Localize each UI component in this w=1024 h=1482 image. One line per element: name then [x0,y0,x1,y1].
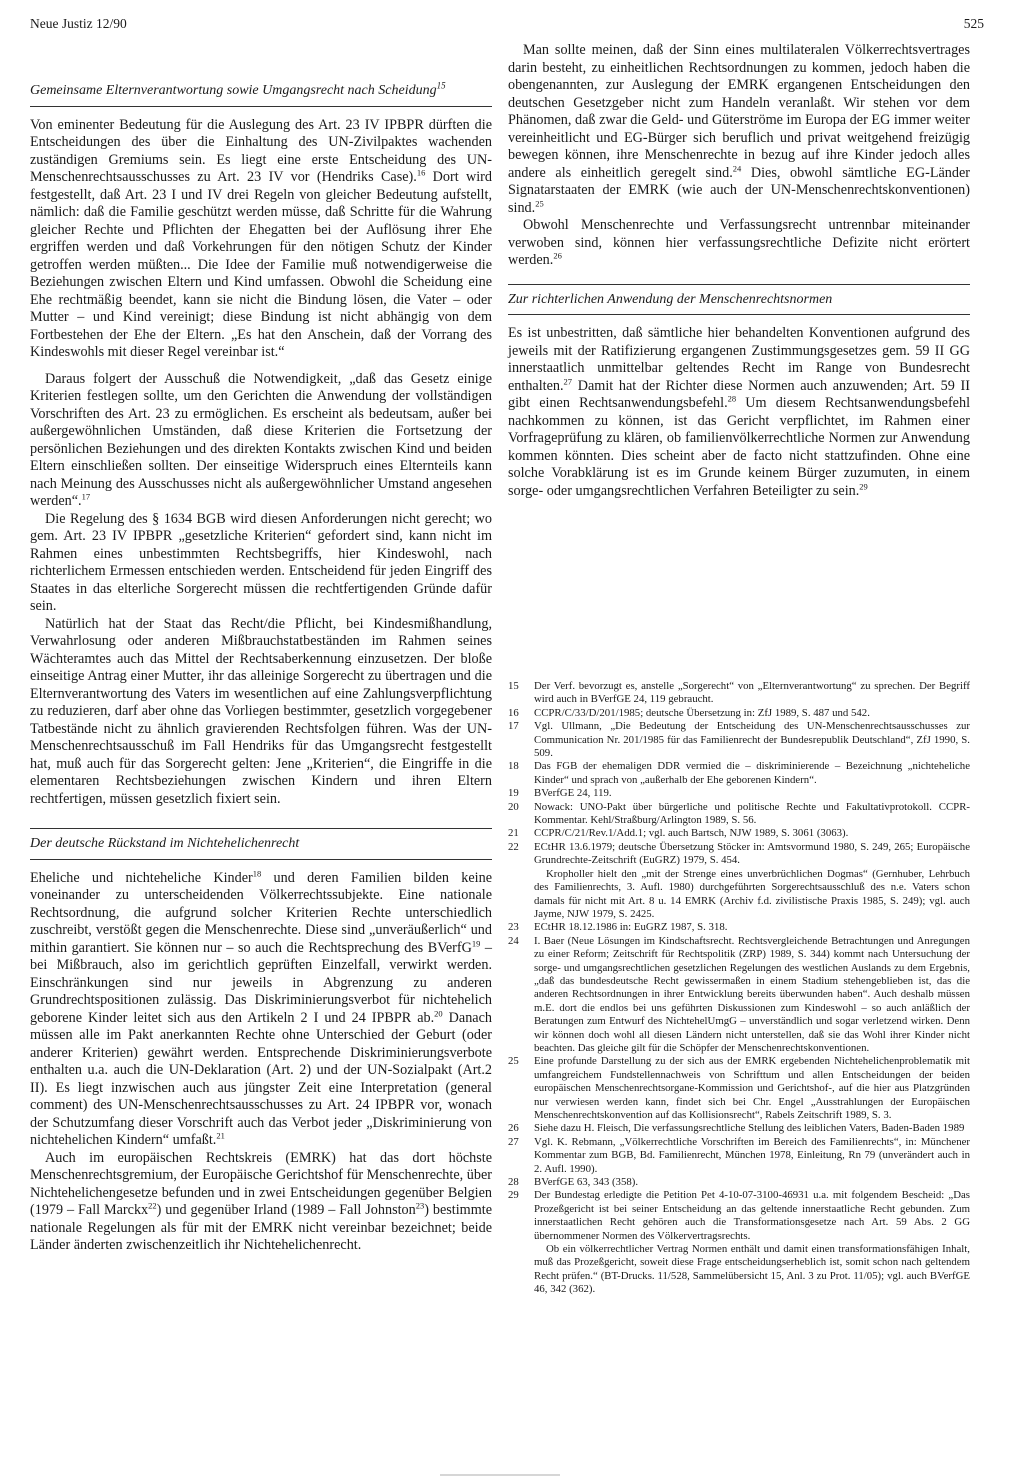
page-number: 525 [963,16,984,31]
paragraph: Eheliche und nichteheliche Kinder$^{18}$ und deren Familien bilden keine voneinander zu unterscheidenden Völkerrechtssubjekte. Eine nationale Rechtsordnung, die aufgrund solcher Kriterien Rechte unterschiedlich zuschreibt, verstößt gegen die Menschenrechte. Diese sind „unveräußerlich“ und mithin garantiert. Sie können nur – so auch die Rechtsprechung des BVerfG$^{19}$ – bei Mißbrauch, also im gerichtlich geprüften Einzelfall, verwirkt werden. Einschränkungen sind nur jeweils in Abgrenzung zu anderen Grundrechtspositionen zulässig. Das Diskriminierungsverbot für nichtehelich geborene Kinder leitet sich aus den Artikeln 2 I und 24 IPBPR ab.$^{20}$ Danach müssen alle im Pakt anerkannten Rechte ohne Unterschied der Geburt (oder anderer Kriterien) gewährt werden. Entsprechende Diskriminierungsverbote enthalten u.a. auch die UN-Deklaration (Art. 2) und der UN-Sozialpakt (Art.2 II). Es liegt inzwischen auch aus jüngster Zeit eine Interpretation (general comment) des UN-Menschenrechtsausschusses zu Art. 24 IPBPR vor, wonach der Schutzumfang dieser Vorschrift auch das Verbot jeder „Diskriminierung von nichtehelichen Kindern“ umfaßt.$^{21}$ [30,867,492,1148]
paragraph: Obwohl Menschenrechte und Verfassungsrecht untrennbar miteinander verwoben sind, können hier verfassungsrechtliche Defizite nicht erörtert werden.$^{26}$ [508,217,970,268]
footnote: 20 Nowack: UNO-Pakt über bürgerliche und politische Rechte und Fakultativprotokoll. CCPR-Kommentar. Kehl/Straßburg/Arlington 1989, S. 56. [508,800,970,827]
section-heading-joint-responsibility: Gemeinsame Elternverantwortung sowie Umgangsrecht nach Scheidung$^{15}$ [30,82,492,107]
footnote: 19 BVerfGE 24, 119. [508,787,612,800]
footnote: 24 I. Baer (Neue Lösungen im Kindschaftsrecht. Rechtsvergleichende Betrachtungen und Anregungen zu einer Reform; Zeitschrift für Rechtspolitik (ZRP) 1989, S. 344) kommt nach Untersuchung der sorge- und umgangsrechtlichen gesetzlichen Regelungen des westlichen Auslands zu dem Ergebnis, „daß das bundesdeutsche Recht gewissermaßen in einem Stadium stehengeblieben ist, das die anderen Rechtsordnungen in ihrer Entwicklung bereits überwunden haben“. Auch deshalb müssen m.E. dort die endlos bei uns geführten Diskussionen zum Kindeswohl – so auch anläßlich der Beratungen zum Entwurf des NichtehelUmgG – unverständlich und sogar verletzend wirken. Denn wir können doch wohl all diesen Ländern nicht unterstellen, daß sie das Wohl ihrer Kinder nicht beachten. Das gleiche gilt für die Schöpfer der Menschenrechtskonventionen. [508,934,970,1054]
footnote: 25 Eine profunde Darstellung zu der sich aus der EMRK ergebenden Nichtehelichenproblematik mit umfangreichem Fundstellennachweis von Schrifttum und allen Entscheidungen der beiden europäischen Menschenrechtsorgane-Kommission und Gerichtshof-, auf die hier aus Platzgründen nur verwiesen werden kann, findet sich bei Chr. Engel „Ausstrahlungen der Europäischen Menschenrechtskonvention auf das Kollisionsrecht“, Rabels Zeitschrift 1989, S. 3. [508,1055,970,1121]
right-column [508,42,970,500]
footnote: 15 Der Verf. bevorzugt es, anstelle „Sorgerecht“ von „Elternverantwortung“ zu sprechen. Der Begriff wird auch in BVerfGE 24, 119 gebraucht. [508,680,970,706]
paragraph: Es ist unbestritten, daß sämtliche hier behandelten Konventionen aufgrund des jeweils mit der Ratifizierung ergangenen Zustimmungsgesetzes gem. 59 II GG innerstaatlich unmittelbar geltendes Recht im Range von Bundesrecht enthalten.$^{27}$ Damit hat der Richter diese Normen auch anzuwenden; Art. 59 II gibt einen Rechtsanwendungsbefehl.$^{28}$ Um diesem Rechtsanwendungsbefehl nachkommen zu können, ist das Gericht verpflichtet, im Rahmen einer Vorfrageprüfung zu klären, ob familienvölkerrechtliche Normen zur Anwendung kommen könnten. Dies scheint aber de facto nicht stattzufinden. Ohne eine solche Vorabklärung ist es im Grunde keinem Bürger zuzumuten, in einem sorge- oder umgangsrechtlichen Verfahren Beteiligter zu sein.$^{29}$ [508,325,971,499]
running-head: Neue Justiz 12/90 [30,16,127,31]
footnote-continuation: Kropholler hielt den „mit der Strenge eines unverbrüchlichen Dogmas“ (Gernhuber, Lehrbuch des Familienrechts, 3. Aufl. 1980) durchgeführten Sorgerechtsausschluß des n.e. Vaters schon damals für nicht mit Art. 8 u. 14 EMRK (Archiv f.d. zivilistische Praxis 1985, S. 249); vgl. auch Jayme, NJW 1979, S. 2425. [534,867,970,920]
scan-artifact-line [440,1474,560,1476]
footnote: 26 Siehe dazu H. Fleisch, Die verfassungsrechtliche Stellung des leiblichen Vaters, Baden-Baden 1989 [508,1122,965,1135]
footnotes [508,680,970,1297]
footnote: 16 CCPR/C/33/D/201/1985; deutsche Übersetzung in: ZfJ 1989, S. 487 und 542. [508,706,870,719]
left-column [30,82,492,1255]
section-heading-judicial-application: Zur richterlichen Anwendung der Menschenrechtsnormen [508,284,970,316]
paragraph: Die Regelung des § 1634 BGB wird diesen Anforderungen nicht gerecht; wo gem. Art. 23 IV IPBPR „gesetzliche Kriterien“ gefordert sind, kann nicht im Rahmen eines unbestimmten Rechtsbegriffs, hier Kindeswohl, nach richterlichem Ermessen entschieden werden. Entscheidend für jeden Eingriff des Staates in das elterliche Sorgerecht müssen die rechtfertigenden Gründe dafür sein. [30,510,492,614]
footnote: 28 BVerfGE 63, 343 (358). [508,1176,639,1189]
footnote: 27 Vgl. K. Rebmann, „Völkerrechtliche Vorschriften im Bereich des Familienrechts“, in: Münchener Kommentar zum BGB, Bd. Familienrecht, München 1978, Einleitung, Rn 79 (unverändert auch in 2. Aufl. 1990). [508,1135,970,1175]
footnote: 22 ECtHR 13.6.1979; deutsche Übersetzung Stöcker in: Amtsvormund 1980, S. 249, 265; Europäische Grundrechte-Zeitschrift (EuGRZ) 1979, S. 454. [508,840,970,867]
footnote: 23 ECtHR 18.12.1986 in: EuGRZ 1987, S. 318. [508,921,728,934]
paragraph: Natürlich hat der Staat das Recht/die Pflicht, bei Kindesmißhandlung, Verwahrlosung oder anderen Mißbrauchstatbeständen im Rahmen seines Wächteramtes auch das Mittel der Rechtsaberkennung einzusetzen. Der bloße einseitige Antrag einer Mutter, ihr das alleinige Sorgerecht zu übertragen und die Elternverantwortung des Vaters im wesentlichen auf eine Zahlungsverpflichtung zu reduzieren, darf aber ohne das Vorliegen bestimmter, gesetzlich vorgegebener Tatbestände nicht zu ähnlich gravierenden Rechtsfolgen führen. Was der UN-Menschenrechtsausschuß im Fall Hendriks für das Umgangsrecht festgestellt hat, muß auch für das Sorgerecht gelten: Jene „Kriterien“, die Eingriffe in die elementaren Rechtsbeziehungen zwischen Kindern und ihren Eltern rechtfertigen, müssen gesetzlich fixiert sein. [30,615,492,807]
paragraph: Auch im europäischen Rechtskreis (EMRK) hat das dort höchste Menschenrechtsgremium, der Europäische Gerichtshof für Menschenrechte, über Nichtehelichengesetze befunden und in zwei Entscheidungen gegenüber Belgien (1979 – Fall Marckx$^{22}$) und gegenüber Irland (1989 – Fall Johnston$^{23}$) bestimmte nationale Regelungen als für mit der EMRK nicht vereinbar bezeichnet; beide Länder änderten zwischenzeitlich ihr Nichtehelichenrecht. [30,1149,492,1253]
paragraph: Daraus folgert der Ausschuß die Notwendigkeit, „daß das Gesetz einige Kriterien festlegen sollte, um den Gerichten die Anwendung der vollständigen Vorschriften des Art. 23 zu ermöglichen. Es erscheint als bedeutsam, außer bei außergewöhnlichen Umständen, daß diese Kriterien die Fortsetzung der persönlichen Beziehungen und des direkten Kontakts zwischen Kind und beiden Eltern einschließen sollten. Der einseitige Widerspruch eines Elternteils kann nach Meinung des Ausschusses nicht als außergewöhnlicher Umstand angesehen werden“.$^{17}$ [30,370,492,509]
footnote: 18 Das FGB der ehemaligen DDR vermied die – diskriminierende – Bezeichnung „nichteheliche Kinder“ und sprach von „außerhalb der Ehe geborenen Kindern“. [508,760,970,786]
section-heading-german-backlog: Der deutsche Rückstand im Nichtehelichenrecht [30,828,492,860]
paragraph: Von eminenter Bedeutung für die Auslegung des Art. 23 IV IPBPR dürften die Entscheidungen des über die Einhaltung des UN-Zivilpaktes wachenden zuständigen Gremiums sein. Es liegt eine erste Entscheidung des UN-Menschenrechtsausschusses zu Art. 23 IV vor (Hendriks Case).$^{16}$ Dort wird festgestellt, daß Art. 23 I und IV drei Regeln von gleicher Bedeutung aufstellt, nämlich: daß die Familie geschützt werden müsse, daß Schritte für die Wahrung gleicher Rechte und Pflichten der Ehegatten bei der Auflösung ihrer Ehe ergriffen werden und daß Vorkehrungen für den nötigen Schutz der Kinder getroffen werden müßten... Die Idee der Familie muß notwendigerweise die Beziehungen zwischen Eltern und Kind umfassen. Obwohl die Scheidung eine Ehe rechtmäßig beendet, kann sie nicht die Bindung lösen, die Vater – oder Mutter – und Kind vereinigt; diese Bindung ist nicht abhängig von dem Fortbestehen der Ehe der Eltern. „Es hat den Anschein, daß der Vorrang des Kindeswohls mit dieser Regel vereinbar ist.“ [30,116,493,360]
footnote: 29 Der Bundestag erledigte die Petition Pet 4-10-07-3100-46931 u.a. mit folgendem Bescheid: „Das Prozeßgericht ist bei seiner Entscheidung an das geltende innerstaatliche Recht gebunden. Zum innerstaatlichen Recht gehören auch die Transformationsgesetze nach Art. 59 Abs. 2 GG übernommener Normen des Völkervertragsrechts. [508,1189,970,1242]
footnote-continuation: Ob ein völkerrechtlicher Vertrag Normen enthält und damit einen transformationsfähigen Inhalt, muß das Prozeßgericht, soweit diese Frage entscheidungserheblich ist, somit schon nach geltendem Recht prüfen.“ (BT-Drucks. 11/528, Sammelübersicht 15, Anl. 3 zu Prot. 11/05); vgl. auch BVerfGE 46, 342 (362). [534,1243,970,1296]
paragraph: Man sollte meinen, daß der Sinn eines multilateralen Völkerrechtsvertrages darin besteht, zu einheitlichen Rechtsordnungen zu kommen, jedoch haben die obengenannten, zur Auslegung der EMRK ergangenen Entscheidungen den deutschen Gesetzgeber nicht zum Handeln veranlaßt. Wir stehen vor dem Phänomen, daß zwar die Geld- und Güterströme im Europa der EG immer weiter vereinheitlicht und EG-Bürger sich beruflich und privat weitgehend freizügig bewegen können, ihre Menschenrechte in bezug auf ihre Kinder jedoch alles andere als einheitlich geregelt sind.$^{24}$ Dies, obwohl sämtliche EG-Länder Signatarstaaten der EMRK (wie auch der UN-Menschenrechtskonventionen) sind.$^{25}$ [508,42,970,216]
footnote: 21 CCPR/C/21/Rev.1/Add.1; vgl. auch Bartsch, NJW 1989, S. 3061 (3063). [508,827,849,840]
footnote: 17 Vgl. Ullmann, „Die Bedeutung der Entscheidung des UN-Menschenrechtsausschusses zur Communication Nr. 201/1985 für das Familienrecht der Bundesrepublik Deutschland“, ZfJ 1990, S. 509. [508,720,970,760]
